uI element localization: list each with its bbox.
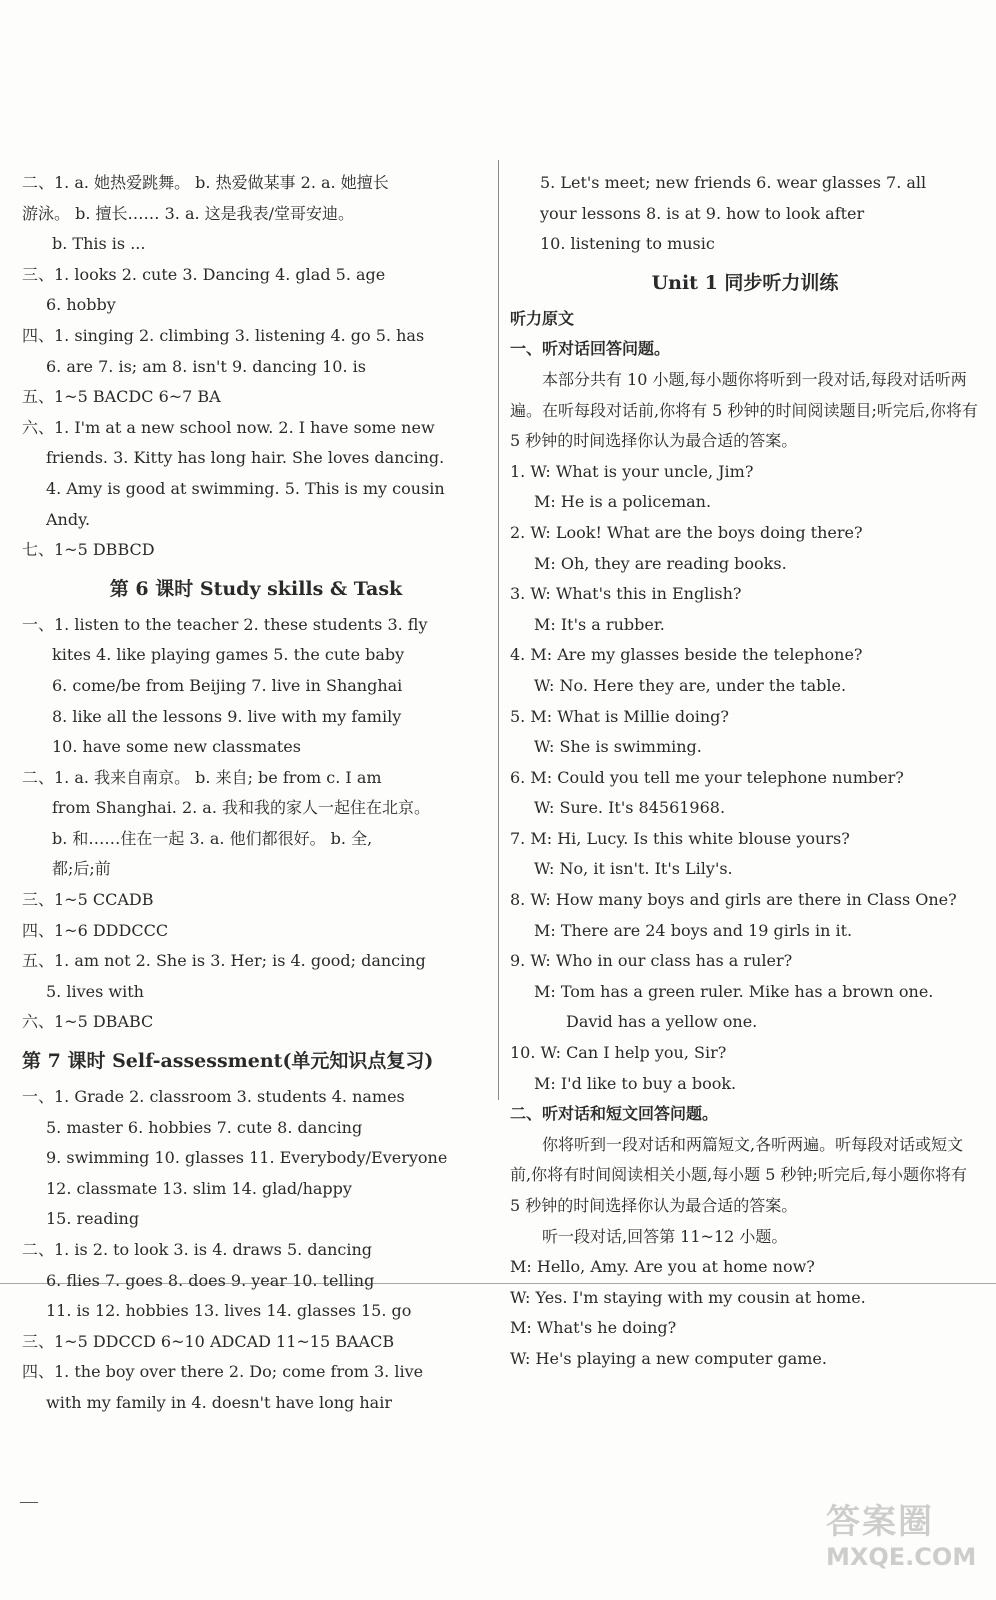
answer-line: 六、1. I'm at a new school now. 2. I have some new (22, 417, 435, 437)
dialogue-list (510, 457, 980, 1099)
answer-line: 二、1. is 2. to look 3. is 4. draws 5. dancing (22, 1240, 373, 1259)
dialogue-line: 9. W: Who in our class has a ruler? (510, 951, 793, 971)
answer-line: your lessons 8. is at 9. how to look after (540, 203, 865, 223)
dialogue-line: 1. W: What is your uncle, Jim? (510, 461, 754, 481)
dialogue-line: M: Oh, they are reading books. (534, 553, 787, 573)
answer-line: 10. listening to music (540, 234, 715, 254)
dialogue-line: W: No. Here they are, under the table. (534, 675, 847, 695)
answer-line: 游泳。 b. 擅长…… 3. a. 这是我表/堂哥安迪。 (22, 203, 355, 223)
unit-heading: Unit 1 同步听力训练 (651, 271, 839, 294)
answer-line: kites 4. like playing games 5. the cute baby (52, 645, 405, 665)
lesson7-answers (22, 1082, 490, 1419)
listening-title: 听力原文 (510, 308, 575, 328)
dialogue-line: M: What's he doing? (510, 1318, 677, 1338)
dialogue-line: 7. M: Hi, Lucy. Is this white blouse yours? (510, 828, 850, 848)
section2-instructions: 你将听到一段对话和两篇短文,各听两遍。听每段对话或短文前,你将有时间阅读相关小题,每小题 5 秒钟;听完后,每小题你将有 5 秒钟的时间选择你认为最合适的答案。 (510, 1134, 968, 1215)
answer-line: 5. lives with (46, 981, 144, 1001)
lesson6-heading: 第 6 课时 Study skills & Task (109, 577, 403, 600)
watermark-text: 答案圈 (826, 1502, 934, 1542)
answer-line: 6. flies 7. goes 8. does 9. year 10. telling (46, 1270, 375, 1290)
dialogue-line: 2. W: Look! What are the boys doing there? (510, 522, 863, 542)
answer-line: 都;后;前 (52, 859, 111, 879)
lesson6-answers (22, 610, 490, 1038)
dialogue-line: 5. M: What is Millie doing? (510, 706, 729, 726)
dialogue-line: W: Yes. I'm staying with my cousin at home. (510, 1287, 866, 1307)
answer-line: 二、1. a. 我来自南京。 b. 来自; be from c. I am (22, 767, 382, 787)
answer-line: from Shanghai. 2. a. 我和我的家人一起住在北京。 (52, 798, 431, 818)
dialogue-line: M: There are 24 boys and 19 girls in it. (534, 920, 853, 940)
dialogue-line: 10. W: Can I help you, Sir? (510, 1043, 727, 1063)
dialogue-line: M: He is a policeman. (534, 492, 712, 512)
answer-line: 9. swimming 10. glasses 11. Everybody/Everyone (46, 1148, 448, 1168)
dialogue2-list (510, 1252, 980, 1374)
lesson7-heading: 第 7 课时 Self-assessment(单元知识点复习) (22, 1050, 434, 1073)
answer-line: 4. Amy is good at swimming. 5. This is my cousin (46, 478, 445, 498)
section2-lead: 听一段对话,回答第 11~12 小题。 (542, 1226, 788, 1246)
answer-line: 10. have some new classmates (52, 737, 301, 757)
answer-line: with my family in 4. doesn't have long hair (46, 1392, 392, 1412)
watermark-url: MXQE.COM (826, 1543, 977, 1571)
left-column (22, 168, 490, 1419)
answer-line: 三、1~5 DDCCD 6~10 ADCAD 11~15 BAACB (22, 1331, 395, 1351)
answer-line: friends. 3. Kitty has long hair. She loves dancing. (46, 448, 445, 468)
answer-line: 5. master 6. hobbies 7. cute 8. dancing (46, 1117, 363, 1137)
answer-line: b. This is ... (52, 234, 146, 254)
answer-line: 四、1. singing 2. climbing 3. listening 4. go 5. has (22, 325, 425, 345)
dialogue-line: 4. M: Are my glasses beside the telephone? (510, 645, 863, 665)
answer-line: 五、1. am not 2. She is 3. Her; is 4. good; dancing (22, 951, 426, 971)
answer-line: 12. classmate 13. slim 14. glad/happy (46, 1178, 352, 1198)
section1-title: 一、听对话回答问题。 (510, 339, 671, 359)
answer-line: 四、1~6 DDDCCC (22, 920, 169, 940)
dialogue-line: 8. W: How many boys and girls are there in Class One? (510, 890, 957, 910)
answer-line: b. 和……住在一起 3. a. 他们都很好。 b. 全, (52, 828, 373, 848)
answer-line: 6. are 7. is; am 8. isn't 9. dancing 10. is (46, 356, 366, 376)
answer-line: 15. reading (46, 1209, 140, 1229)
section1-instructions: 本部分共有 10 小题,每小题你将听到一段对话,每段对话听两遍。在听每段对话前,你将有 5 秒钟的时间阅读题目;听完后,你将有 5 秒钟的时间选择你认为最合适的答案。 (510, 369, 978, 451)
dialogue-line: W: Sure. It's 84561968. (534, 798, 726, 818)
corner-mark (20, 1502, 38, 1503)
answer-line: Andy. (46, 509, 91, 529)
right-column (510, 168, 980, 1375)
answer-line: 8. like all the lessons 9. live with my family (52, 706, 402, 726)
answer-line: 一、1. listen to the teacher 2. these students 3. fly (22, 614, 428, 634)
dialogue-line: M: I'd like to buy a book. (534, 1073, 737, 1093)
dialogue-line: M: Tom has a green ruler. Mike has a brown one. (534, 981, 934, 1001)
answer-line: 六、1~5 DBABC (22, 1012, 154, 1032)
answer-line: 五、1~5 BACDC 6~7 BA (22, 387, 221, 407)
dialogue-line: W: He's playing a new computer game. (510, 1348, 827, 1368)
lesson5-answers (22, 168, 490, 566)
answer-line: 二、1. a. 她热爱跳舞。 b. 热爱做某事 2. a. 她擅长 (22, 173, 389, 192)
column-divider (498, 160, 499, 1100)
dialogue-line: M: Hello, Amy. Are you at home now? (510, 1257, 815, 1277)
dialogue-line: W: No, it isn't. It's Lily's. (534, 859, 733, 879)
answer-line: 6. come/be from Beijing 7. live in Shanghai (52, 675, 403, 695)
answer-line: 11. is 12. hobbies 13. lives 14. glasses 15. go (46, 1301, 412, 1321)
answer-line: 七、1~5 DBBCD (22, 540, 155, 560)
answer-line: 一、1. Grade 2. classroom 3. students 4. names (22, 1087, 405, 1107)
answer-line: 三、1. looks 2. cute 3. Dancing 4. glad 5. age (22, 264, 386, 284)
answer-line: 6. hobby (46, 295, 116, 315)
dialogue-line: David has a yellow one. (566, 1012, 758, 1032)
watermark-logo (826, 1494, 976, 1584)
dialogue-line: W: She is swimming. (534, 737, 702, 757)
lesson7-answers-cont (510, 168, 980, 260)
answer-line: 三、1~5 CCADB (22, 890, 154, 910)
dialogue-line: M: It's a rubber. (534, 614, 665, 634)
answer-line: 5. Let's meet; new friends 6. wear glasses 7. all (540, 173, 927, 192)
dialogue-line: 3. W: What's this in English? (510, 584, 742, 604)
answer-line: 四、1. the boy over there 2. Do; come from 3. live (22, 1362, 424, 1382)
section2-title: 二、听对话和短文回答问题。 (510, 1104, 719, 1124)
dialogue-line: 6. M: Could you tell me your telephone number? (510, 767, 904, 787)
